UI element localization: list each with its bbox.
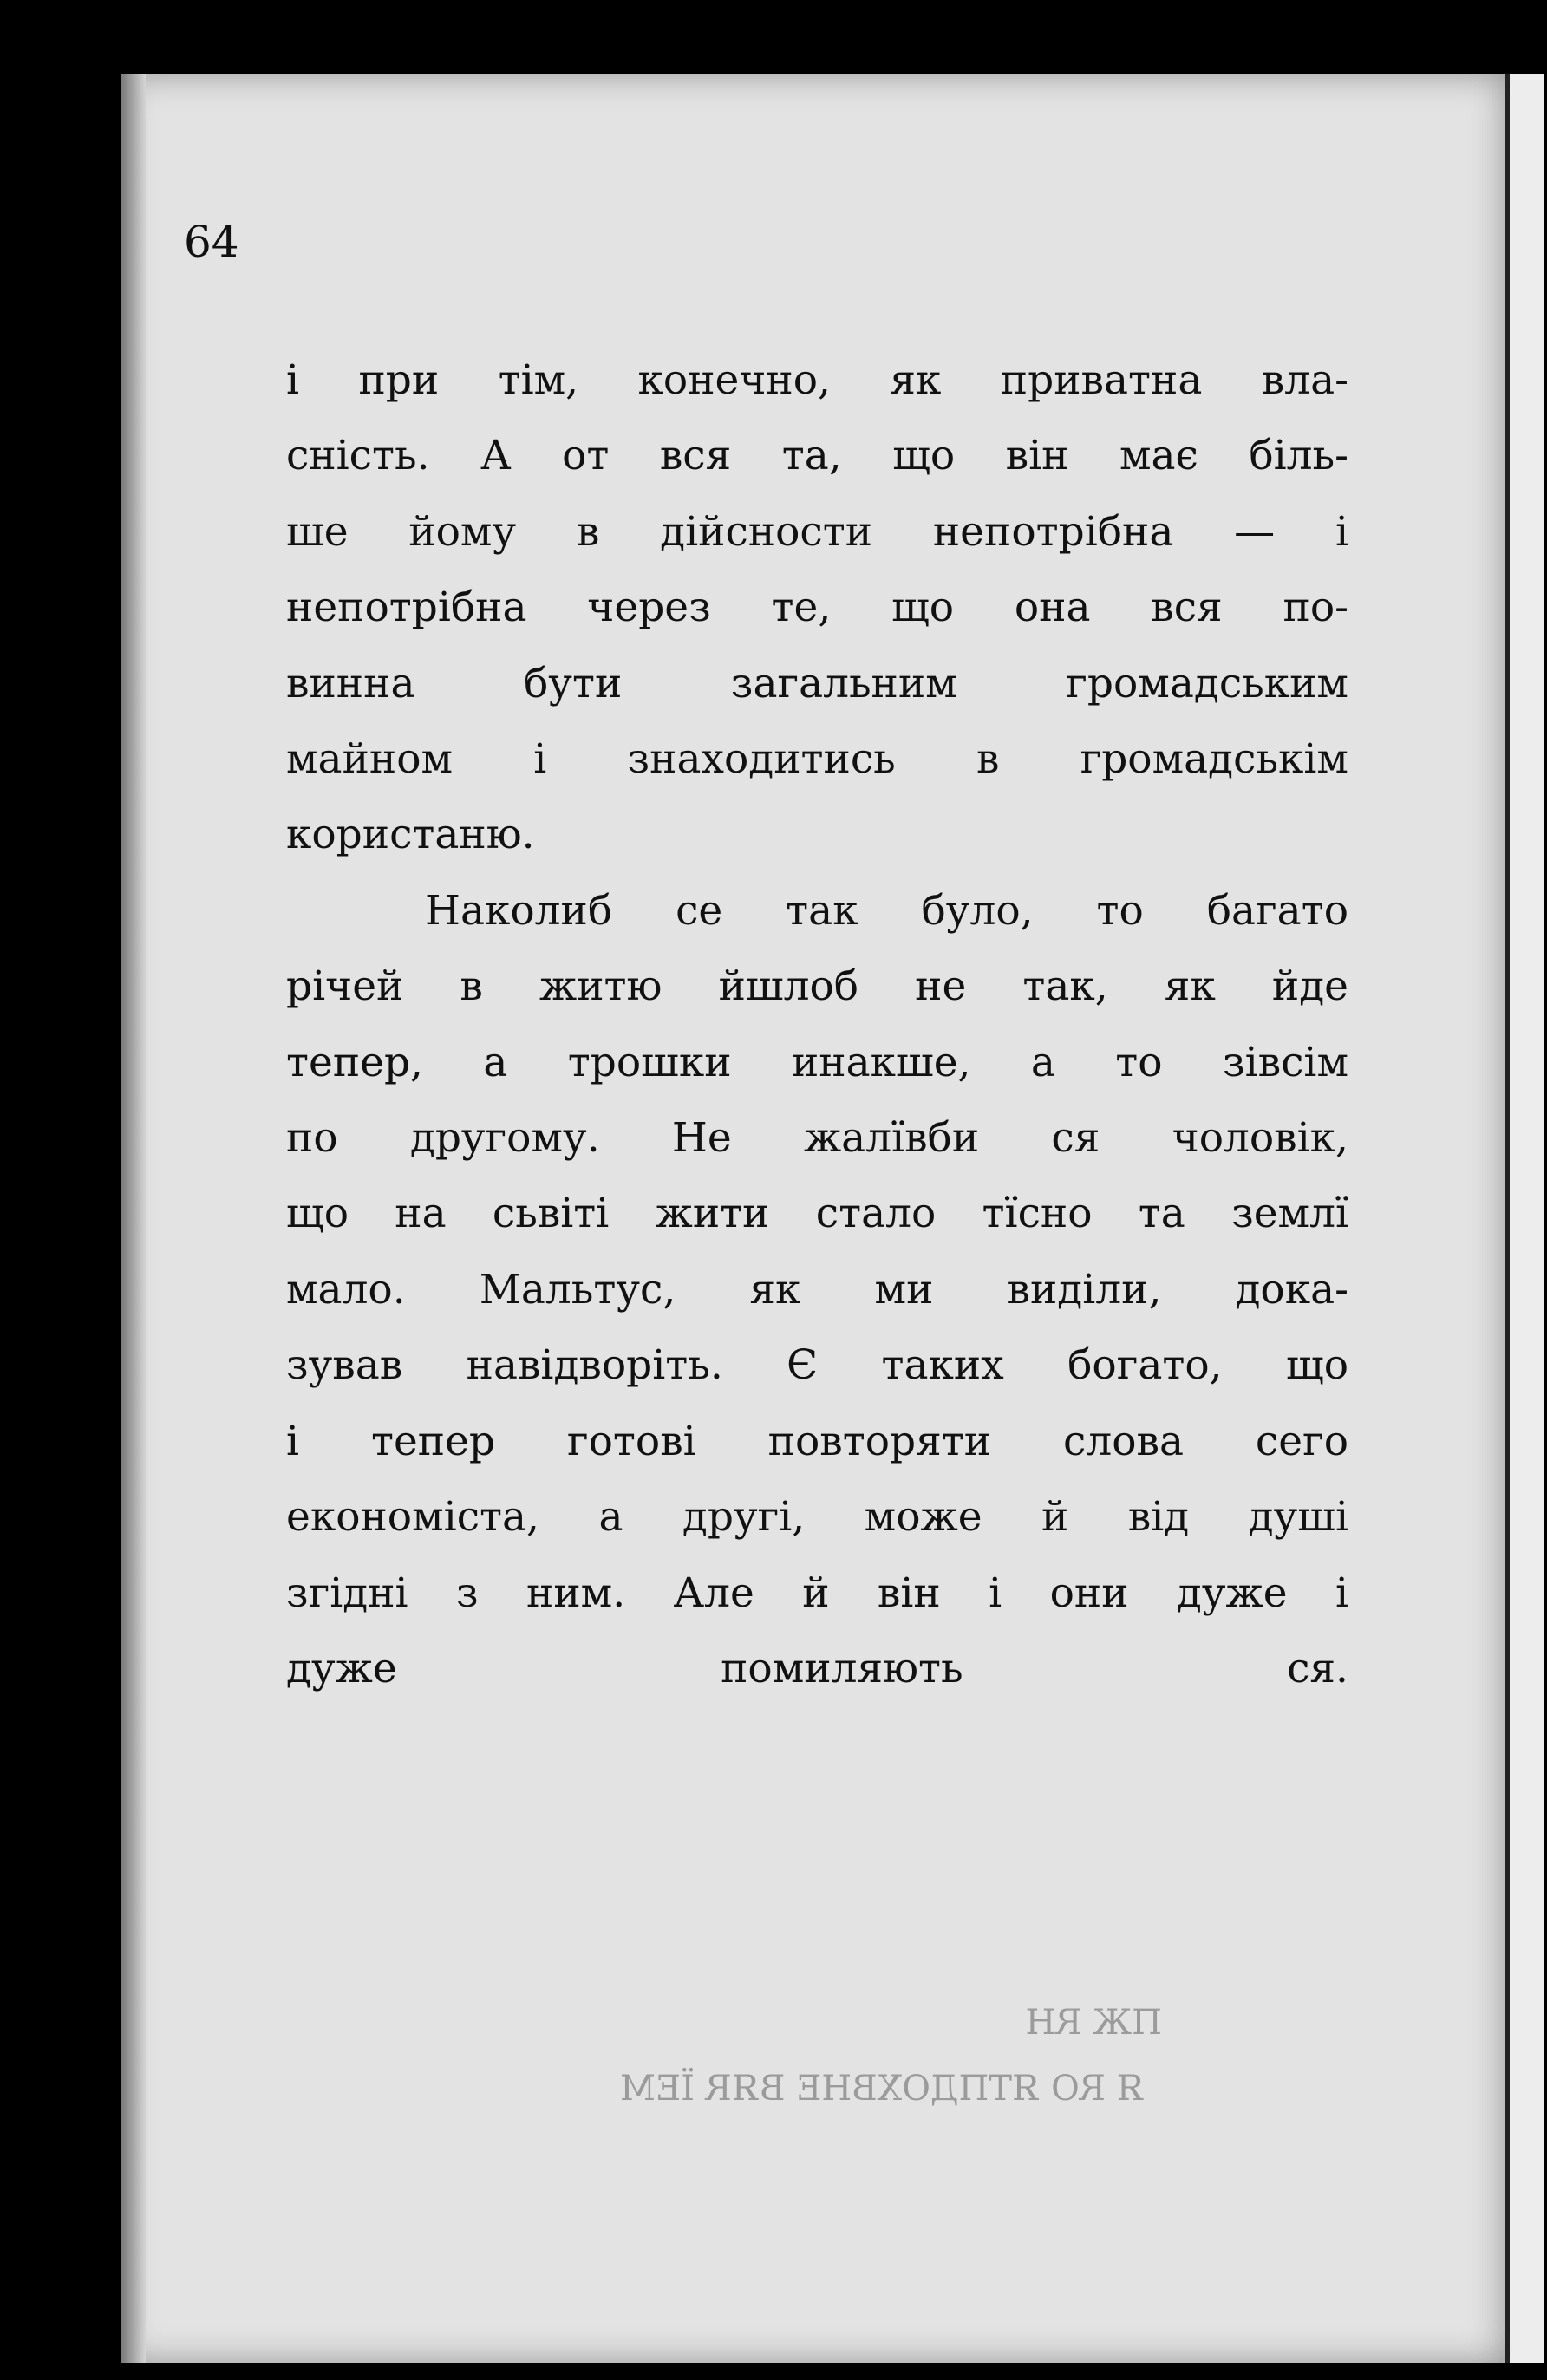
- paragraph-1: [286, 342, 1348, 873]
- text-line: і тепер готові повторяти слова сего: [286, 1417, 1348, 1465]
- text-line: і при тім, конечно, як приватна вла-: [286, 356, 1348, 404]
- bleed-line: ПЖ RH: [1025, 2003, 1162, 2043]
- text-line: економіста, а другі, може й від душі: [286, 1493, 1348, 1542]
- bleed-line: Я RO ЯТПДОХВНЕ ВЯR ЇЕМ: [620, 2069, 1145, 2109]
- text-line: користаню.: [286, 811, 535, 859]
- text-line: тепер, а трошки инакше, а то зівсім: [286, 1038, 1348, 1086]
- text-line: дуже помиляють ся.: [286, 1644, 1348, 1692]
- page-number: 64: [184, 217, 239, 267]
- text-line: мало. Мальтус, як ми виділи, дока-: [286, 1265, 1348, 1314]
- text-line: винна бути загальним громадським: [286, 659, 1348, 707]
- text-line: Наколиб се так було, то багато: [425, 886, 1348, 935]
- text-line: згідні з ним. Але й він і они дуже і: [286, 1568, 1348, 1617]
- paragraph-2: [286, 873, 1348, 1706]
- body-text: [286, 342, 1348, 1706]
- text-line: зував навідворіть. Є таких богато, що: [286, 1341, 1348, 1390]
- text-line: сність. А от вся та, що він має біль-: [286, 432, 1348, 480]
- page-gutter: [121, 74, 146, 2363]
- text-line: річей в житю йшлоб не так, як йде: [286, 962, 1348, 1011]
- text-line: непотрібна через те, що она вся по-: [286, 584, 1348, 632]
- text-line: що на сьвіті жити стало тїсно та землї: [286, 1190, 1348, 1238]
- page-edge: [1505, 74, 1544, 2363]
- text-line: ше йому в дійсности непотрібна — і: [286, 507, 1348, 556]
- text-line: по другому. Не жалївби ся чоловік,: [286, 1114, 1348, 1163]
- text-line: майном і знаходитись в громадськім: [286, 735, 1348, 784]
